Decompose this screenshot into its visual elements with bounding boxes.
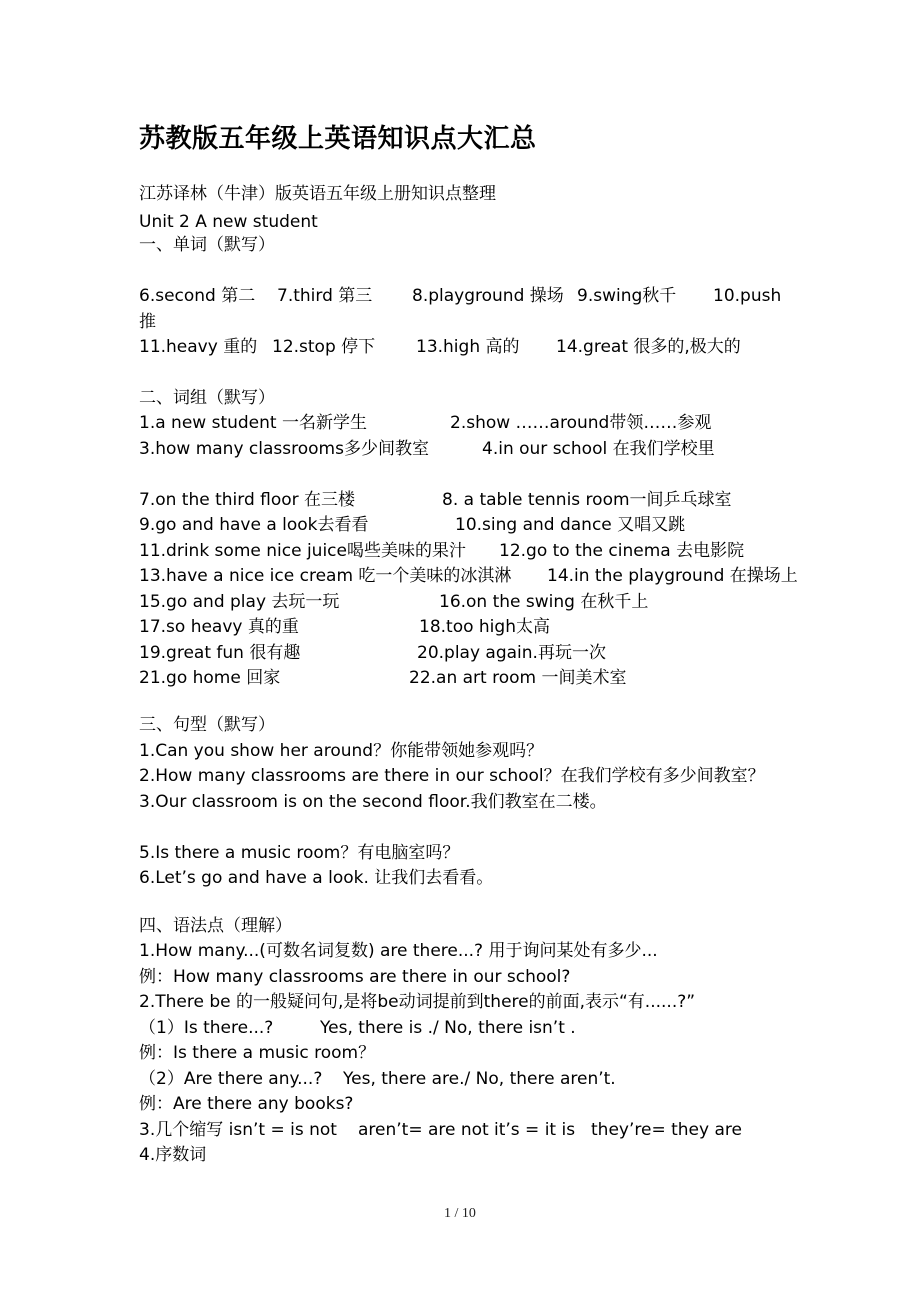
document-page: 苏教版五年级上英语知识点大汇总 江苏译林（牛津）版英语五年级上册知识点整理 Unit 2 A new student 一、单词（默写） 6.second 第二 7.third 第三 8.playground 操场 9.swing秋千 10.push 推 11.heavy 重的 12.stop 停下 13.high 高的 14.great 很多的,极大的 二、词组（默写） 1.a new student 一名新学生 2.show ……around带领……参观 3.how many classrooms多少间教室 4.in our school 在我们学校里 7.on the third floor 在三楼 8. a table tennis room一间乒乓球室 9.go and have a look去看看 10.sing and dance 又唱又跳 11.drink some nice juice喝些美味的果汁 12.go to the cinema 去电影院 13.have a nice ice cream 吃一个美味的冰淇淋 14.in the playground 在操场上 15.go and play 去玩一玩 16.on the swing 在秋千上 17.so heavy 真的重 18.too high太高 19.great fun 很有趣 20.play again.再玩一次 21.go home 回家 22.an art room 一间美术室 三、句型（默写） 1.Can you show her around？你能带领她参观吗？ 2.How many classrooms are there in our school？在我们学校有多少间教室？ 3.Our classroom is on the second floor.我们教室在二楼。 5.Is there a music room？有电脑室吗？ 6.Let’s go and have a look. 让我们去看看。 四、语法点（理解） 1.How many...(可数名词复数) are there...? 用于询问某处有多少... 例：How many classrooms are there in our school? 2.There be 的一般疑问句,是将be动词提前到there的前面,表示“有......?” （1）Is there...? Yes, there is ./ No, there isn’t . 例：Is there a music room？ （2）Are there any...? Yes, there are./ No, there aren’t. 例：Are there any books? 3.几个缩写 isn’t = is not aren’t= are not it’s = it is they’re= they are 4.序数词 1 / 10 [0,0,920,1302]
page-title: 苏教版五年级上英语知识点大汇总 [139,124,537,154]
page-number: 1 / 10 [444,1206,476,1221]
